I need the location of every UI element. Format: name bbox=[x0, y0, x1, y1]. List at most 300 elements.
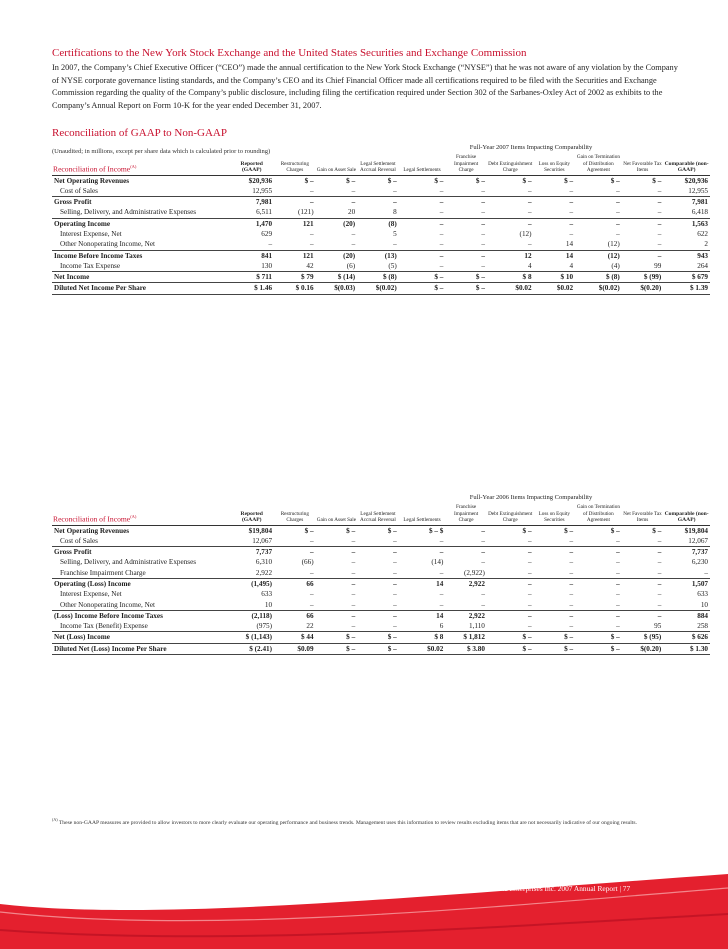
table-cell: – bbox=[310, 600, 314, 609]
table-cell: – bbox=[481, 208, 485, 217]
row-label: Cost of Sales bbox=[60, 536, 98, 545]
table-row bbox=[52, 632, 710, 643]
row-label: Diluted Net Income Per Share bbox=[52, 283, 229, 294]
band-title-2006-text: Full-Year 2006 Items Impacting Comparability bbox=[469, 494, 593, 501]
table-cell: – bbox=[575, 610, 622, 621]
table-cell: – bbox=[310, 186, 314, 195]
table-cell: 14 bbox=[565, 240, 574, 249]
table-cell: 8 bbox=[393, 208, 397, 217]
footer-page-info: Coca-Cola Enterprises Inc. 2007 Annual Report | 77 bbox=[476, 884, 631, 893]
column-header: Gain on Termination of Distribution Agreement bbox=[576, 504, 620, 523]
table-cell: 2,922 bbox=[445, 578, 487, 589]
table-cell: $ 1.39 bbox=[663, 283, 710, 294]
table-cell: – bbox=[481, 240, 485, 249]
table-row bbox=[52, 175, 710, 186]
table-cell: – bbox=[481, 558, 485, 567]
table-cell: – bbox=[439, 568, 444, 577]
table-cell: $ – bbox=[304, 526, 314, 535]
row-label: Selling, Delivery, and Administrative Expenses bbox=[60, 208, 197, 217]
table-cell: – bbox=[310, 240, 314, 249]
table-row bbox=[52, 207, 710, 218]
table-cell: $ – bbox=[316, 632, 358, 643]
table-cell: 7,981 bbox=[229, 197, 274, 208]
table-cell: – bbox=[393, 240, 397, 249]
table-cell: $ – bbox=[387, 176, 397, 185]
table-cell: 6,310 bbox=[255, 558, 273, 567]
table-cell: – bbox=[445, 250, 487, 261]
unaudited-note: (Unaudited; in millions, except per share data which is calculated prior to rounding) bbox=[52, 148, 271, 155]
table-cell: – bbox=[487, 610, 534, 621]
table-cell: – bbox=[274, 197, 316, 208]
table-cell: – bbox=[616, 558, 620, 567]
table-cell: – bbox=[487, 197, 534, 208]
table-cell: – bbox=[268, 240, 273, 249]
table-cell: 14 bbox=[534, 250, 576, 261]
column-header: Debt Extinguishment Charge bbox=[487, 504, 534, 525]
table-row bbox=[52, 557, 710, 567]
table-cell: 6,418 bbox=[691, 208, 708, 217]
table-cell: (12) bbox=[575, 250, 622, 261]
table-cell: – bbox=[351, 186, 356, 195]
table-cell: (14) bbox=[431, 558, 444, 567]
table-cell: – bbox=[439, 208, 444, 217]
column-header: Debt Extinguishment Charge bbox=[487, 154, 534, 175]
table-cell: – bbox=[439, 229, 444, 238]
table-cell: $ 10 bbox=[534, 272, 576, 283]
table-cell: $ – bbox=[534, 643, 576, 654]
table-cell: – bbox=[439, 590, 444, 599]
row-label: Net Operating Revenues bbox=[54, 176, 130, 185]
table-cell: – bbox=[316, 610, 358, 621]
table-cell: – bbox=[351, 568, 356, 577]
table-cell: $ – bbox=[564, 176, 574, 185]
table-cell: – bbox=[487, 547, 534, 558]
table-cell: $ – bbox=[357, 643, 399, 654]
table-cell: $ – bbox=[357, 632, 399, 643]
table-cell: – bbox=[351, 536, 356, 545]
table-cell: – bbox=[527, 208, 532, 217]
table-cell: – bbox=[534, 197, 576, 208]
table-cell: $0.02 bbox=[534, 283, 576, 294]
table-cell: 2 bbox=[704, 240, 708, 249]
column-header: Legal Settlements bbox=[399, 504, 446, 525]
table-cell: – bbox=[569, 590, 574, 599]
reconciliation-table-2006 bbox=[52, 504, 710, 655]
table-cell: $ – bbox=[575, 643, 622, 654]
table-cell: – bbox=[393, 536, 397, 545]
table-cell: – bbox=[657, 590, 662, 599]
table-cell: – bbox=[310, 536, 314, 545]
table-cell: 1,470 bbox=[229, 218, 274, 229]
table-cell: (20) bbox=[316, 218, 358, 229]
table-cell: 14 bbox=[399, 578, 446, 589]
table-cell: $(0.02) bbox=[357, 283, 399, 294]
table-cell: – bbox=[439, 536, 444, 545]
table-cell: – bbox=[657, 600, 662, 609]
table-cell: – bbox=[527, 186, 532, 195]
table-cell: 1,110 bbox=[469, 622, 485, 631]
table-cell: – bbox=[657, 229, 662, 238]
column-header: Legal Settlements bbox=[399, 154, 446, 175]
table-cell: – bbox=[527, 568, 532, 577]
table-row bbox=[52, 643, 710, 654]
table-cell: 2,922 bbox=[445, 610, 487, 621]
table-cell: $ – bbox=[434, 176, 444, 185]
table-cell: 258 bbox=[697, 622, 708, 631]
table-row bbox=[52, 547, 710, 558]
table-cell: (66) bbox=[301, 558, 314, 567]
column-header-row bbox=[52, 504, 710, 525]
table-cell: – bbox=[357, 578, 399, 589]
table-cell: – bbox=[569, 536, 574, 545]
table-cell: (1,495) bbox=[229, 578, 274, 589]
table-cell: – bbox=[616, 186, 620, 195]
table-cell: 4 bbox=[569, 261, 574, 270]
table-cell: – bbox=[616, 536, 620, 545]
table-cell: – bbox=[569, 558, 574, 567]
table-cell: 7,981 bbox=[663, 197, 710, 208]
table-row bbox=[52, 218, 710, 229]
table-cell: $ 711 bbox=[229, 272, 274, 283]
table-cell: $ (14) bbox=[316, 272, 358, 283]
row-label: Other Nonoperating Income, Net bbox=[60, 600, 156, 609]
row-head-label bbox=[52, 154, 229, 175]
table-cell: $ (99) bbox=[622, 272, 664, 283]
table-cell: – bbox=[622, 250, 664, 261]
table-cell: 633 bbox=[697, 590, 708, 599]
row-label: Interest Expense, Net bbox=[60, 590, 122, 599]
footnote-text: These non-GAAP measures are provided to allow investors to more clearly evaluate our operating performance and business trends. Management uses this information to review results excluding items that are not necessarily indicative of our ongoing results. bbox=[58, 819, 637, 826]
row-label: Diluted Net (Loss) Income Per Share bbox=[52, 643, 229, 654]
column-header: Gain on Asset Sale bbox=[316, 504, 358, 525]
table-cell: 121 bbox=[274, 250, 316, 261]
row-label: Franchise Impairment Charge bbox=[60, 568, 146, 577]
column-header: Restructuring Charges bbox=[274, 504, 316, 525]
row-head-text: Reconciliation of Income bbox=[53, 515, 131, 524]
row-label: Operating (Loss) Income bbox=[52, 578, 229, 589]
table-cell: $ – bbox=[652, 176, 662, 185]
table-cell: – bbox=[351, 558, 356, 567]
table-cell: – bbox=[439, 261, 444, 270]
table-cell: – bbox=[616, 622, 620, 631]
row-label: (Loss) Income Before Income Taxes bbox=[52, 610, 229, 621]
table-cell: 264 bbox=[697, 261, 708, 270]
band-title-2007-text: Full-Year 2007 Items Impacting Comparability bbox=[469, 144, 593, 151]
table-cell: 633 bbox=[261, 590, 273, 599]
table-cell: – bbox=[439, 600, 444, 609]
certifications-title: Certifications to the New York Stock Exchange and the United States Securities and Exchange Commission bbox=[52, 47, 527, 59]
table-cell: $(0.20) bbox=[622, 283, 664, 294]
table-cell: – bbox=[622, 578, 664, 589]
table-cell: – bbox=[351, 622, 356, 631]
table-row bbox=[52, 568, 710, 579]
table-cell: (6) bbox=[346, 261, 356, 270]
table-cell: 2,922 bbox=[255, 568, 273, 577]
table-cell: – bbox=[316, 578, 358, 589]
table-cell: $ – bbox=[445, 283, 487, 294]
table-cell: – bbox=[622, 547, 664, 558]
table-cell: 42 bbox=[306, 261, 314, 270]
table-cell: $ – bbox=[346, 526, 356, 535]
table-cell: $ – bbox=[487, 643, 534, 654]
table-cell: 7,737 bbox=[663, 547, 710, 558]
table-cell: – bbox=[274, 547, 316, 558]
table-cell: – bbox=[622, 610, 664, 621]
table-cell: 121 bbox=[274, 218, 316, 229]
table-cell: – bbox=[569, 600, 574, 609]
table-cell: $ (1,143) bbox=[229, 632, 274, 643]
table-cell: – bbox=[439, 240, 444, 249]
column-header: Legal Settlement Accrual Reversal bbox=[357, 154, 399, 175]
table-header-2006 bbox=[52, 504, 710, 525]
table-cell: – bbox=[351, 229, 356, 238]
table-cell: – bbox=[616, 600, 620, 609]
table-cell: (12) bbox=[607, 240, 620, 249]
row-label: Cost of Sales bbox=[60, 186, 98, 195]
table-cell: $ – bbox=[487, 632, 534, 643]
table-cell: $ (8) bbox=[575, 272, 622, 283]
row-label: Gross Profit bbox=[52, 197, 229, 208]
table-cell: – bbox=[527, 590, 532, 599]
column-header: Gain on Asset Sale bbox=[316, 154, 358, 175]
table-cell: (8) bbox=[357, 218, 399, 229]
table-cell: (4) bbox=[611, 261, 620, 270]
table-cell: $0.09 bbox=[274, 643, 316, 654]
table-cell: $ – bbox=[387, 526, 397, 535]
table-cell: $0.02 bbox=[487, 283, 534, 294]
table-cell: 20 bbox=[347, 208, 356, 217]
table-cell: – bbox=[534, 610, 576, 621]
table-cell: – bbox=[399, 218, 446, 229]
table-row bbox=[52, 250, 710, 261]
row-label: Interest Expense, Net bbox=[60, 229, 122, 238]
reconciliation-table-2007 bbox=[52, 154, 710, 295]
column-header: Net Favorable Tax Items bbox=[622, 504, 664, 525]
table-cell: (2,118) bbox=[229, 610, 274, 621]
row-label: Income Before Income Taxes bbox=[52, 250, 229, 261]
table-cell: 943 bbox=[663, 250, 710, 261]
table-cell: – bbox=[657, 240, 662, 249]
table-header-2007 bbox=[52, 154, 710, 175]
column-header: Restructuring Charges bbox=[274, 154, 316, 175]
table-cell: $ – bbox=[652, 526, 662, 535]
footnote-marker: (A) bbox=[52, 817, 58, 822]
table-cell: – bbox=[487, 578, 534, 589]
table-cell: $ – bbox=[304, 176, 314, 185]
column-header: Gain on Termination of Distribution Agreement bbox=[576, 154, 620, 173]
table-cell: $ – bbox=[610, 176, 620, 185]
table-cell: $ – bbox=[399, 272, 446, 283]
table-cell: $ 44 bbox=[274, 632, 316, 643]
table-cell: (13) bbox=[357, 250, 399, 261]
table-cell: – bbox=[569, 229, 574, 238]
table-cell: – bbox=[393, 622, 397, 631]
row-label: Other Nonoperating Income, Net bbox=[60, 240, 156, 249]
table-cell: $ 3.80 bbox=[445, 643, 487, 654]
table-cell: $ – bbox=[610, 526, 620, 535]
table-row bbox=[52, 600, 710, 611]
table-cell: 12,955 bbox=[688, 186, 708, 195]
table-cell: 66 bbox=[274, 610, 316, 621]
table-cell: – bbox=[481, 600, 485, 609]
table-row bbox=[52, 261, 710, 272]
table-cell: – bbox=[616, 590, 620, 599]
table-row bbox=[52, 578, 710, 589]
table-cell: $(0.20) bbox=[622, 643, 664, 654]
row-label: Operating Income bbox=[52, 218, 229, 229]
table-cell: – bbox=[481, 526, 485, 535]
row-label: Net (Loss) Income bbox=[52, 632, 229, 643]
table-cell: 66 bbox=[274, 578, 316, 589]
column-header: Franchise Impairment Charge bbox=[445, 154, 487, 175]
table-cell: – bbox=[481, 261, 485, 270]
table-cell: $ 1.46 bbox=[229, 283, 274, 294]
table-cell: $ – $ bbox=[428, 526, 444, 535]
band-title-2006 bbox=[52, 494, 710, 501]
table-cell: $(0.02) bbox=[575, 283, 622, 294]
table-cell: – bbox=[527, 536, 532, 545]
table-cell: – bbox=[657, 536, 662, 545]
table-cell: – bbox=[527, 600, 532, 609]
table-row bbox=[52, 239, 710, 250]
certifications-paragraph: In 2007, the Company’s Chief Executive Officer (“CEO”) made the annual certification to the New York Stock Exchange (“NYSE”) that he was not aware of any violation by the Company of NYSE corporate governance listing standards, and the Company’s CEO and its Chief Financial Officer made all certifications required to be filed with the Securities and Exchange Commission regarding the quality of the Company’s public disclosure, including filing the certification required under Section 302 of the Sarbanes-Oxley Act of 2002 as exhibits to the Company’s Annual Report on Form 10-K for the year ended December 31, 2007. bbox=[52, 63, 678, 111]
table-cell: (975) bbox=[256, 622, 273, 631]
table-cell: $20,936 bbox=[248, 176, 273, 185]
row-label: Gross Profit bbox=[52, 547, 229, 558]
table-cell: $ 1,812 bbox=[445, 632, 487, 643]
table-cell: $ – bbox=[475, 176, 485, 185]
table-cell: $ 679 bbox=[663, 272, 710, 283]
table-cell: $ – bbox=[522, 526, 532, 535]
table-cell: – bbox=[357, 610, 399, 621]
table-cell: 7,737 bbox=[229, 547, 274, 558]
table-cell: 6,511 bbox=[256, 208, 273, 217]
row-label: Net Income bbox=[52, 272, 229, 283]
column-header: Loss on Equity Securities bbox=[534, 154, 576, 175]
row-head-text: Reconciliation of Income bbox=[53, 165, 131, 174]
table-cell: – bbox=[569, 622, 574, 631]
table-cell: 130 bbox=[261, 261, 273, 270]
band-title-2007 bbox=[52, 144, 710, 151]
table-cell: (121) bbox=[298, 208, 314, 217]
table-cell: 10 bbox=[700, 600, 708, 609]
table-cell: $ (95) bbox=[622, 632, 664, 643]
table-cell: – bbox=[310, 229, 314, 238]
table-cell: – bbox=[351, 600, 356, 609]
table-cell: $(0.03) bbox=[316, 283, 358, 294]
column-header: Comparable (non-GAAP) bbox=[663, 504, 710, 525]
table-cell: (5) bbox=[388, 261, 397, 270]
table-cell: – bbox=[393, 590, 397, 599]
table-cell: – bbox=[622, 218, 664, 229]
table-cell: – bbox=[393, 558, 397, 567]
table-cell: 6 bbox=[439, 622, 444, 631]
table-cell: – bbox=[704, 568, 708, 577]
column-header: Reported (GAAP) bbox=[229, 504, 274, 525]
table-cell: (20) bbox=[316, 250, 358, 261]
table-cell: 14 bbox=[399, 610, 446, 621]
table-cell: – bbox=[534, 218, 576, 229]
table-row bbox=[52, 197, 710, 208]
table-cell: – bbox=[357, 547, 399, 558]
table-cell: – bbox=[393, 600, 397, 609]
table-cell: $19,804 bbox=[248, 526, 273, 535]
table-cell: – bbox=[569, 568, 574, 577]
row-label: Net Operating Revenues bbox=[54, 526, 130, 535]
table-cell: – bbox=[534, 547, 576, 558]
table-cell: $ (2.41) bbox=[229, 643, 274, 654]
table-row bbox=[52, 272, 710, 283]
table-cell: – bbox=[616, 568, 620, 577]
table-row bbox=[52, 525, 710, 536]
table-cell: – bbox=[534, 578, 576, 589]
table-cell: – bbox=[657, 568, 662, 577]
table-cell: 629 bbox=[261, 229, 273, 238]
table-cell: $ (8) bbox=[357, 272, 399, 283]
column-header: Legal Settlement Accrual Reversal bbox=[357, 504, 399, 525]
table-cell: – bbox=[445, 547, 487, 558]
table-body-2006 bbox=[52, 525, 710, 655]
table-cell: 12 bbox=[487, 250, 534, 261]
table-cell: – bbox=[527, 622, 532, 631]
table-cell: $ – bbox=[316, 643, 358, 654]
table-cell: $ – bbox=[564, 526, 574, 535]
table-cell: 6,230 bbox=[691, 558, 708, 567]
table-cell: – bbox=[481, 536, 485, 545]
table-cell: – bbox=[351, 590, 356, 599]
reconciliation-title: Reconciliation of GAAP to Non-GAAP bbox=[52, 127, 227, 139]
table-cell: $19,804 bbox=[684, 526, 708, 535]
table-cell: – bbox=[445, 197, 487, 208]
table-cell: – bbox=[481, 186, 485, 195]
table-cell: – bbox=[575, 197, 622, 208]
table-cell: 22 bbox=[306, 622, 314, 631]
table-cell: 95 bbox=[654, 622, 662, 631]
table-cell: 99 bbox=[654, 261, 662, 270]
table-cell: 622 bbox=[697, 229, 708, 238]
column-header: Reported (GAAP) bbox=[229, 154, 274, 175]
table-cell: $ 79 bbox=[274, 272, 316, 283]
table-row bbox=[52, 610, 710, 621]
table-cell: 12,067 bbox=[252, 536, 273, 545]
table-cell: (12) bbox=[519, 229, 532, 238]
table-cell: – bbox=[487, 218, 534, 229]
table-cell: 841 bbox=[229, 250, 274, 261]
table-cell: $ – bbox=[534, 632, 576, 643]
table-cell: – bbox=[575, 218, 622, 229]
table-cell: $0.02 bbox=[399, 643, 446, 654]
table-cell: $ 8 bbox=[399, 632, 446, 643]
table-cell: 10 bbox=[264, 600, 273, 609]
table-cell: – bbox=[657, 558, 662, 567]
table-cell: $ – bbox=[399, 283, 446, 294]
table-body-2007 bbox=[52, 175, 710, 294]
table-cell: 5 bbox=[393, 229, 397, 238]
row-label: Selling, Delivery, and Administrative Expenses bbox=[60, 558, 197, 567]
table-cell: – bbox=[399, 197, 446, 208]
table-cell: 1,507 bbox=[663, 578, 710, 589]
table-cell: – bbox=[393, 186, 397, 195]
table-cell: – bbox=[399, 250, 446, 261]
table-row bbox=[52, 283, 710, 294]
table-cell: $ 8 bbox=[487, 272, 534, 283]
table-cell: – bbox=[622, 197, 664, 208]
column-header: Franchise Impairment Charge bbox=[445, 504, 487, 525]
table-cell: $ 0.16 bbox=[274, 283, 316, 294]
table-cell: 1,563 bbox=[663, 218, 710, 229]
table-cell: – bbox=[575, 578, 622, 589]
table-cell: – bbox=[481, 590, 485, 599]
